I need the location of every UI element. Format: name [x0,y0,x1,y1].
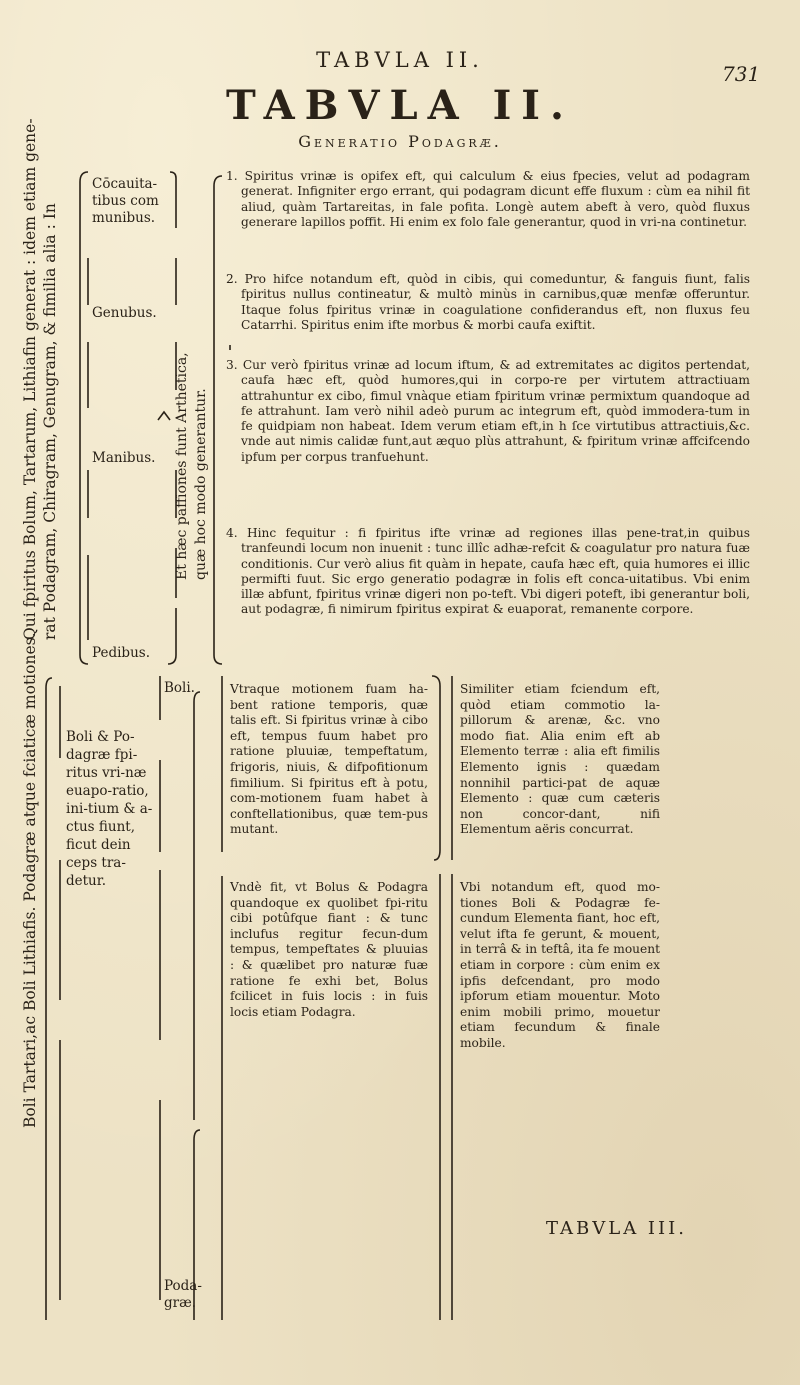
paragraph-4: 4. Hinc fequitur : fi fpiritus ifte vrinæ ad regiones illas pene-trat,in quibus tranfeundi locum non inuenit : tunc illîc adhæ-refcit & coagulatur pro natura fuæ conditionis. Cur verò alius fit quàm in hepate, caufa hæc eft, quia humores ei illic permifti fuut. Sic ergo generatio podagræ in folis eft conca-uitatibus. Vbi enim illæ abfunt, fpiritus vrinæ digeri non po-teft. Vbi digeri poteft, ibi generantur boli, aut podagræ, fi nimirum fpiritus expirat & euaporat, remanente corpore. [226,526,750,617]
column-right-top: Similiter etiam fciendum eft, quòd etiam commotio la-pillorum & arenæ, &c. vno modo fiat. Alia enim eft ab Elemento terræ : alia eft fimilis Elemento ignis : quædam nonnihil partici-pat de aquæ Elemento : quæ cum cæteris non concor-dant, nifi Elementum aëris concurrat. [460,682,660,837]
label-boli-podagrae: Boli & Po-dagræ fpi-ritus vri-næ euapo-ratio, ini-tium & a-ctus fiunt, ficut dein ceps tra-detur. [66,729,153,889]
paragraph-3: 3. Cur verò fpiritus vrinæ ad locum iftum, & ad extremitates ac digitos pertendat, caufa hæc eft, quòd humores,qui in corpo-re per virtutem attractiuam attrahuntur ex cibo, fimul vnàque etiam fpiritum vrinæ permixtum quandoque ad fe attrahunt. Iam verò nihil adeò purum ac integrum eft, quòd immodera-tum in fe quidpiam non habeat. Idem verum etiam eft,in h ſce virtutibus attractiuis,&c. vnde aut nimis calidæ funt,aut æquo plùs attrahunt, & fpiritum vrinæ affcifcendo ipfum per corpus tranfuehunt. [226,358,750,464]
column-left-bottom: Vndè fit, vt Bolus & Podagra quandoque ex quolibet fpi-ritu cibi potûfque fiant : & tunc inclufus regitur fecun-dum tempus, tempeftates & pluuias : & quælibet pro naturæ fuæ ratione fe exhi bet, Bolus fcilicet in fuis locis : in fuis locis etiam Podagra. [230,880,428,1019]
margin-heading-upper-cont: rat Podagram, Chiragram, Genugram, & fimilia alia : In [41,203,59,640]
catchword: TABVLA III. [546,1218,687,1239]
label-manibus: Manibus. [92,450,156,466]
label-genubus: Genubus. [92,305,157,321]
paragraph-2: 2. Pro hifce notandum eft, quòd in cibis, qui comeduntur, & fanguis fiunt, falis fpiritus nullus contineatur, & multò minùs in carnibus,quæ menfæ offeruntur. Itaque folus fpiritus vrinæ in coagulatione confiderandus eft, non fluxus feu Catarrhi. Spiritus enim ifte morbus & morbi caufa exiftit. [226,272,750,332]
margin-heading-upper: Qui fpiritus Bolum, Tartarum, Lithiafin generat : idem etiam gene- [21,118,39,640]
running-head: TABVLA II. [316,48,484,72]
page-number: 731 [722,62,761,86]
margin-heading-middle: Et hæc paffiones funt Arthetica, [174,352,190,580]
page-title: TABVLA II. [226,82,574,129]
column-left-top: Vtraque motionem fuam ha-bent ratione temporis, quæ talis eft. Si fpiritus vrinæ à cibo eft, tempus fuum habet pro ratione pluuiæ, tempeftatum, frigoris, niuis, & difpofitionum fimilium. Si fpiritus eft à potu, com-motionem fuam habet à conftellationibus, quæ tem-pus mutant. [230,682,428,837]
label-boli: Boli. [164,680,195,696]
label-podagrae: Poda-græ. [164,1278,202,1311]
label-cocauitatibus: Cōcauita-tibus com munibus. [92,176,159,226]
paragraph-1: 1. Spiritus vrinæ is opifex eft, qui calculum & eius fpecies, velut ad podagram generat. Infigniter ergo errant, qui podagram dicunt effe fluxum : cùm ea nihil fit aliud, quàm Tartareitas, in fale pofita. Longè autem abeft à vero, quòd fluxus generare lapillos poffit. Hi enim ex folo fale generantur, quod in vri-na continetur. [226,169,750,229]
margin-heading-lower: Boli Tartari,ac Boli Lithiafis. Podagræ atque fciaticæ motiones. [21,632,39,1128]
column-right-bottom: Vbi notandum eft, quod mo-tiones Boli & Podagræ fe-cundum Elementa fiant, hoc eft, velut ifta fe gerunt, & mouent, in terrâ & in teftâ, ita fe mouent etiam in corpore : cùm enim ex ipfis defcendant, pro modo ipforum etiam mouentur. Moto enim mobili primo, mouetur etiam fecundum & finale mobile. [460,880,660,1050]
page-subtitle: Generatio Podagræ. [298,132,502,151]
label-pedibus: Pedibus. [92,645,150,661]
margin-heading-middle-cont: quæ hoc modo generantur. [193,388,209,580]
